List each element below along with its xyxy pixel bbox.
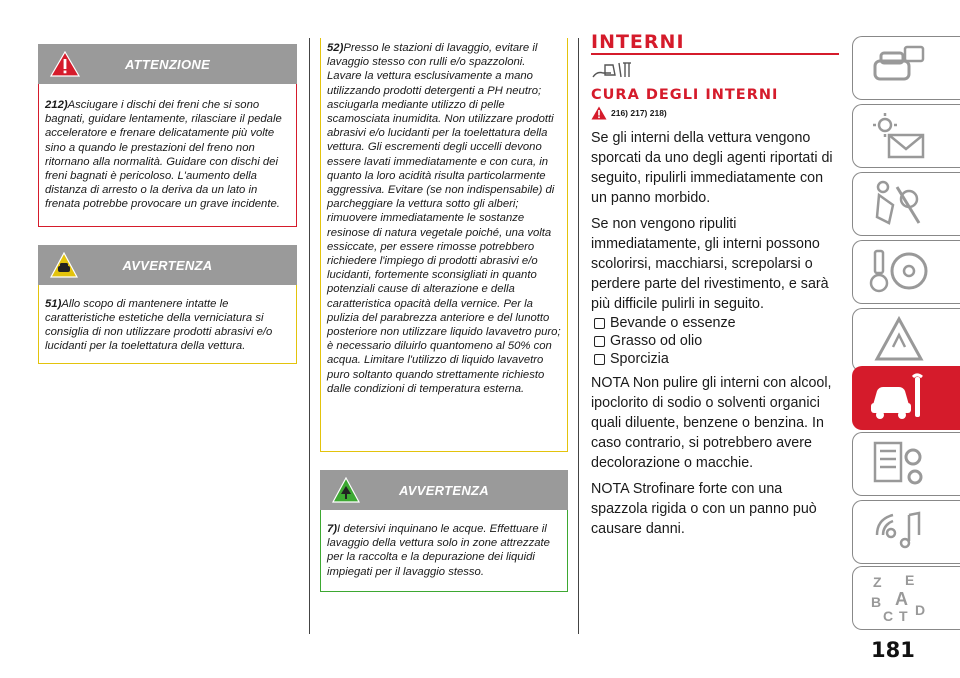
notice-ref-number: 51) [45, 297, 62, 310]
tab-warning-lights[interactable] [852, 104, 960, 168]
warning-box [38, 44, 297, 227]
tab-dashboard[interactable] [852, 36, 960, 100]
notice-box-header [38, 245, 297, 285]
tab-specifications[interactable] [852, 432, 960, 496]
tab-multimedia[interactable] [852, 500, 960, 564]
warning-ref-number: 212) [45, 99, 68, 111]
notice-continued-ref-number: 52) [327, 42, 344, 54]
right-column [591, 30, 841, 545]
index-letter: B [871, 594, 882, 610]
warning-refs: 216) 217) 218) [611, 108, 667, 118]
notice-box [38, 245, 297, 365]
notice-continued-body [320, 38, 568, 452]
environment-box [320, 470, 568, 592]
tab-maintenance[interactable] [852, 366, 960, 430]
environment-box-body [320, 510, 568, 592]
consequence-paragraph: Se non vengono ripuliti immediatamente, gli interni possono scolorirsi, macchiarsi, screpolarsi o perdere parte del rivestimento, e sarà più difficile pulirli in seguito. [591, 216, 829, 312]
warning-box-title: ATTENZIONE [124, 57, 211, 72]
index-letter: E [905, 572, 915, 588]
index-letter: C [883, 608, 894, 624]
warning-small-icon [591, 106, 607, 120]
interior-seat-icon [591, 59, 635, 81]
key-steering-icon [869, 245, 929, 299]
index-letter: D [915, 602, 926, 618]
environment-text: I detersivi inquinano le acque. Effettuare il lavaggio della vettura solo in zone attrezzate per la raccolta e la depurazione dei liquidi impiegati per il lavaggio stesso. [327, 523, 550, 578]
notice-text: Allo scopo di mantenere intatte le caratteristiche estetiche della verniciatura si consiglia di non utilizzare prodotti abrasivi e/o lucidanti per la toelettatura della vettura. [45, 297, 273, 353]
list-bullet-icon [594, 318, 605, 329]
airbag-safety-icon [869, 177, 929, 231]
subsection-title: CURA DEGLI INTERNI [591, 87, 779, 103]
column-divider-right [578, 38, 579, 634]
multimedia-icon [869, 505, 929, 559]
tab-emergency[interactable] [852, 308, 960, 372]
tab-safety[interactable] [852, 172, 960, 236]
list-bullet-icon [594, 354, 605, 365]
page-number: 181 [871, 638, 915, 662]
index-letter: T [899, 608, 908, 624]
environment-box-title: AVVERTENZA [399, 483, 489, 498]
warning-text: Asciugare i dischi dei freni che si sono bagnati, guidare lentamente, rilasciare il pedale acceleratore e frenare delicatamente più volte sino a quando le prestazioni del freno non ritornano alla normalità. Guidare con dischi dei freni bagnati è pericoloso. L'aumento della distanza di arresto o la deriva da un lato in frenata potrebbe provocare un grave incidente. [45, 99, 282, 211]
section-title: INTERNI [591, 31, 685, 53]
intro-paragraph: Se gli interni della vettura vengono sporcati da uno degli agenti riportati di seguito, ripulirli immediatamente con un panno morbido. [591, 130, 833, 206]
left-column [38, 44, 297, 364]
warning-box-header [38, 44, 297, 84]
note-paragraph: NOTA Strofinare forte con una spazzola rigida o con un panno può causare danni. [591, 481, 817, 537]
list-item: Sporcizia [591, 350, 841, 368]
index-letter: Z [873, 574, 882, 590]
column-divider-left [309, 38, 310, 634]
tab-starting-driving[interactable] [852, 240, 960, 304]
middle-column [320, 38, 568, 592]
list-bullet-icon [594, 336, 605, 347]
notice-box-title: AVVERTENZA [122, 257, 213, 273]
refs-row [591, 106, 841, 120]
notice-box-body [38, 285, 297, 365]
car-maintenance-icon [869, 371, 929, 425]
warning-lights-icon [869, 109, 929, 163]
notice-continued-text: Presso le stazioni di lavaggio, evitare il lavaggio stesso con rulli e/o spazzoloni. Lavare la vettura esclusivamente a mano utilizzando prodotti detergenti a PH neutro; asciugarla mediante utilizzo di pelle scamosciata inumidita. Non utilizzare prodotti abrasivi e/o lucidanti per la toelettatura della vettura. Gli escrementi degli uccelli devono essere lavati immediatamente e con cura, in quanto la loro acidità risulta particolarmente aggressiva. Evitare (se non indispensabile) di parcheggiare la vettura sotto gli alberi; rimuovere immediatamente le sostanze resinose di natura vegetale poiché, una volta essiccate, per essere rimosse potrebbero richiedere l'impiego di prodotti abrasivi e/o lucidanti, fortemente sconsigliati in quanto potenziali cause di alterazione e della caratteristica opacità della vernice. Per la pulizia del parabrezza anteriore e del lunotto posteriore non utilizzare liquido lavavetro puro; è necessario diluirlo quantomeno al 50% con acqua. Limitare l'utilizzo di liquido lavavetro puro soltanto quando strettamente richiesto dalle condizioni di temperatura esterna. [327, 42, 561, 395]
alphabet-index-icon [869, 571, 929, 625]
list-item: Grasso od olio [591, 332, 841, 350]
specifications-gear-icon [869, 437, 929, 491]
note-paragraph: NOTA Non pulire gli interni con alcool, ipoclorito di sodio o solventi organici quali diluente, benzene o benzina. In caso contrario, si potrebbero avere decolorazione o macchie. [591, 375, 832, 471]
environment-ref-number: 7) [327, 523, 338, 535]
tab-index[interactable] [852, 566, 960, 630]
environment-box-header [320, 470, 568, 510]
car-dashboard-icon [869, 41, 929, 95]
warning-box-body [38, 84, 297, 227]
breakdown-triangle-icon [869, 313, 929, 367]
index-letter: A [895, 589, 908, 609]
list-item: Bevande o essenze [591, 314, 841, 332]
